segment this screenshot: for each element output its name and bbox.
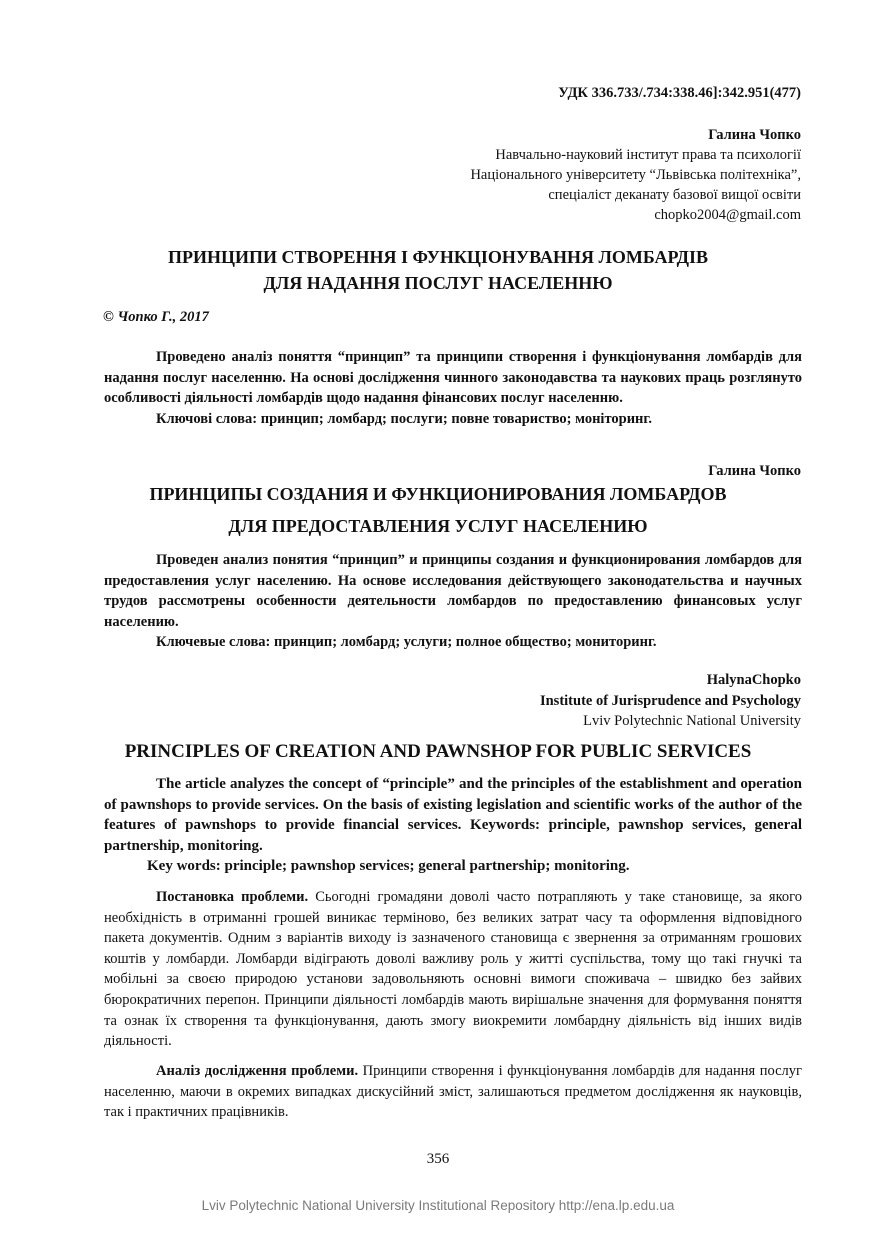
abstract-ru-text: Проведен анализ понятия “принцип” и принципы создания и функционирования ломбардов для предоставления услуг населению. На основе исследования действующего законодательства и научных трудов рассмотрены особенности деятельности ломбардов по предоставлению финансовых услуг населению. bbox=[104, 552, 802, 630]
body-paragraph bbox=[104, 887, 802, 1052]
abstract-ru bbox=[104, 550, 802, 653]
udc-code: УДК 336.733/.734:338.46]:342.951(477) bbox=[558, 85, 801, 101]
author-affiliation-line: Навчально-науковий інститут права та психології bbox=[495, 147, 801, 163]
copyright: © Чопко Г., 2017 bbox=[103, 309, 209, 325]
title-en: PRINCIPLES OF CREATION AND PAWNSHOP FOR PUBLIC SERVICES bbox=[124, 741, 752, 762]
body-text: Принципи створення і функціонування ломбардів для надання послуг населенню, маючи в окремих випадках дискусійний зміст, залишаються предметом дослідження як науковців, так і практичних працівників. bbox=[104, 1063, 802, 1121]
repository-footer: Lviv Polytechnic National University Institutional Repository http://ena.lp.edu.ua bbox=[201, 1198, 675, 1213]
title-ua-line-2: ДЛЯ НАДАННЯ ПОСЛУГ НАСЕЛЕННЮ bbox=[263, 273, 613, 293]
section-heading: Аналіз дослідження проблеми. bbox=[156, 1063, 359, 1079]
section-heading: Постановка проблеми. bbox=[156, 889, 309, 905]
author-institute-en: Institute of Jurisprudence and Psychology bbox=[539, 693, 801, 709]
title-ru-line-2: ДЛЯ ПРЕДОСТАВЛЕНИЯ УСЛУГ НАСЕЛЕНИЮ bbox=[228, 516, 648, 536]
abstract-ua-text: Проведено аналіз поняття “принцип” та принципи створення і функціонування ломбардів для надання послуг населенню. На основі дослідження чинного законодавства та наукових праць розглянуто особливості діяльності ломбардів щодо надання фінансових послуг населенню. bbox=[104, 349, 802, 407]
title-ua-line-1: ПРИНЦИПИ СТВОРЕННЯ І ФУНКЦІОНУВАННЯ ЛОМБАРДІВ bbox=[168, 247, 708, 267]
author-name-ua: Галина Чопко bbox=[708, 127, 801, 143]
keywords-en: Key words: principle; pawnshop services; general partnership; monitoring. bbox=[147, 858, 630, 875]
author-name-ru: Галина Чопко bbox=[708, 463, 801, 479]
author-university-en: Lviv Polytechnic National University bbox=[583, 713, 801, 729]
body-section-2 bbox=[104, 1061, 802, 1123]
body-section-1 bbox=[104, 887, 802, 1052]
author-email: chopko2004@gmail.com bbox=[654, 207, 801, 223]
body-paragraph bbox=[104, 1061, 802, 1123]
title-ru-line-1: ПРИНЦИПЫ СОЗДАНИЯ И ФУНКЦИОНИРОВАНИЯ ЛОМБАРДОВ bbox=[149, 484, 727, 504]
keywords-ru: Ключевые слова: принцип; ломбард; услуги; полное общество; мониторинг. bbox=[156, 634, 657, 651]
author-affiliation-line: спеціаліст деканату базової вищої освіти bbox=[548, 187, 801, 203]
keywords-ua: Ключові слова: принцип; ломбард; послуги; повне товариство; моніторинг. bbox=[156, 410, 652, 427]
abstract-ua bbox=[104, 347, 802, 429]
abstract-en-text: The article analyzes the concept of “principle” and the principles of the establishment and operation of pawnshops to provide services. On the basis of existing legislation and scientific works of the author of the features of pawnshops to provide financial services. Keywords: principle, pawnshop services, general partnership, monitoring. bbox=[104, 776, 802, 854]
author-name-en: HalynaChopko bbox=[706, 672, 801, 688]
body-text: Сьогодні громадяни доволі часто потрапляють у таке становище, за якого необхідність в отриманні грошей виникає терміново, без великих затрат часу та оформлення відповідного пакета документів. Одним з варіантів виходу із зазначеного становища є звернення за отриманням грошових коштів у ломбарди. Ломбарди відіграють доволі важливу роль у житті суспільства, тому що такі гнучкі та мобільні за своєю природою установи задовольняють основні вимоги споживача – швидко без зайвих бюрократичних перепон. Принципи діяльності ломбардів мають вирішальне значення для формування поняття та ознак їх створення та функціонування, дають змогу виокремити ломбардну діяльність від інших видів діяльності. bbox=[104, 889, 802, 1050]
author-affiliation-line: Національного університету “Львівська політехніка”, bbox=[470, 167, 801, 183]
page-number: 356 bbox=[426, 1151, 450, 1167]
abstract-en bbox=[104, 774, 802, 877]
